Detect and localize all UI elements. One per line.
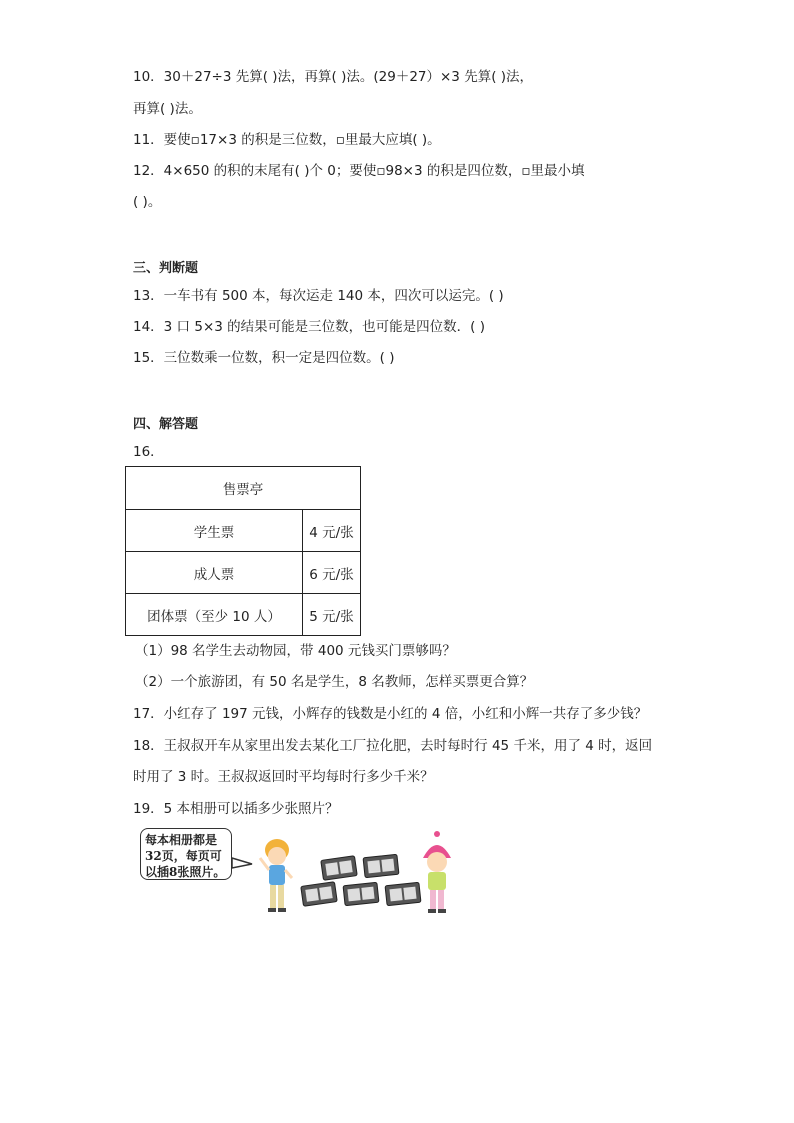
q13-text: 13．一车书有 500 本，每次运走 140 本，四次可以运完。( ) (133, 288, 504, 304)
ticket-name: 学生票 (126, 510, 303, 552)
q18-line2: 时用了 3 时。王叔叔返回时平均每时行多少千米？ (133, 769, 434, 785)
ticket-price-table (125, 466, 361, 636)
section-judgment-title: 三、判断题 (133, 261, 199, 276)
q14-text: 14．3 口 5×3 的结果可能是三位数，也可能是四位数．( ) (133, 319, 485, 335)
ticket-price: 5 元/张 (303, 594, 361, 636)
photo-album-icon (301, 854, 421, 906)
q16-sub1: （1）98 名学生去动物园，带 400 元钱买门票够吗？ (135, 643, 456, 659)
speech-bubble: 每本相册都是 32页，每页可 以插8张照片。 (140, 828, 232, 880)
ticket-price: 4 元/张 (303, 510, 361, 552)
ticket-name: 成人票 (126, 552, 303, 594)
table-header: 售票亭 (126, 467, 361, 510)
section-answer-title: 四、解答题 (133, 417, 199, 432)
ticket-price: 6 元/张 (303, 552, 361, 594)
q15-text: 15．三位数乘一位数，积一定是四位数。( ) (133, 350, 395, 366)
illustration-drawing (140, 828, 470, 918)
q10-line2: 再算( )法。 (133, 101, 202, 117)
girl-figure-icon (423, 831, 451, 913)
boy-figure-icon (260, 839, 292, 912)
ticket-name: 团体票（至少 10 人） (126, 594, 303, 636)
q16-number: 16． (133, 444, 164, 460)
q11-text: 11．要使▫17×3 的积是三位数，▫里最大应填( )。 (133, 132, 441, 148)
q18-line1: 18．王叔叔开车从家里出发去某化工厂拉化肥，去时每时行 45 千米，用了 4 时，返回 (133, 738, 653, 754)
q16-sub2: （2）一个旅游团，有 50 名是学生，8 名教师，怎样买票更合算？ (135, 674, 534, 690)
photo-album-illustration (140, 828, 470, 918)
q12-line1: 12．4×650 的积的末尾有( )个 0；要使▫98×3 的积是四位数，▫里最小填 (133, 163, 585, 179)
table-row (126, 594, 361, 636)
q10-line1: 10．30＋27÷3 先算( )法，再算( )法。(29＋27）×3 先算( )法， (133, 69, 534, 85)
table-row (126, 510, 361, 552)
q19-text: 19．5 本相册可以插多少张照片？ (133, 801, 339, 817)
q17-text: 17．小红存了 197 元钱，小辉存的钱数是小红的 4 倍，小红和小辉一共存了多少钱？ (133, 706, 648, 722)
q12-line2: ( )。 (133, 194, 162, 210)
table-row (126, 552, 361, 594)
